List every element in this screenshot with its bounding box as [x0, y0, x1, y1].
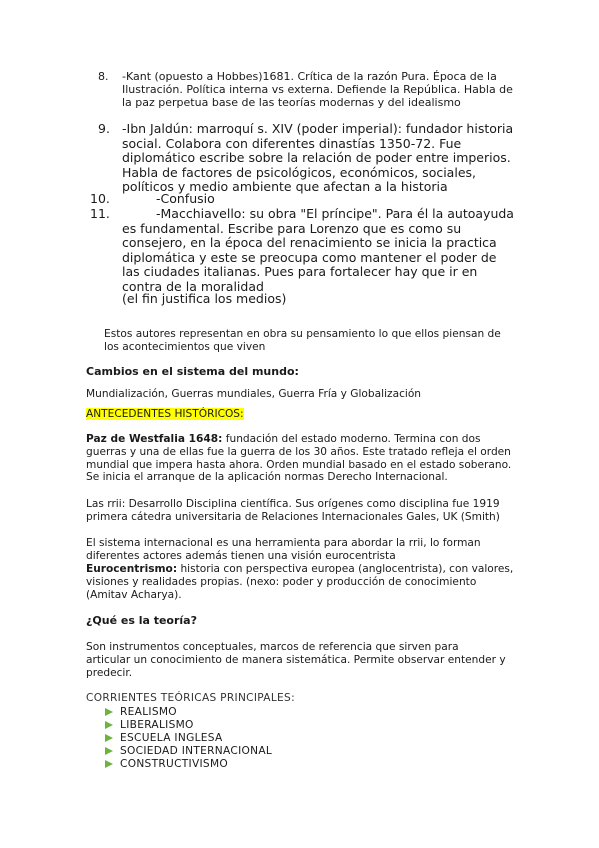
list-text: -Kant (opuesto a Hobbes)1681. Crítica de la razón Pura. Época de la Ilustración. Política interna vs externa. Defiende la República. Habla de la paz perpetua base de las teorías modernas y del idealismo	[122, 70, 513, 109]
list-item: REALISMO	[103, 706, 272, 719]
antecedentes-heading	[86, 408, 244, 421]
list-text: -Confusio	[156, 191, 215, 206]
list-number: 11.	[90, 206, 110, 221]
westfalia-term: Paz de Westfalia 1648:	[86, 433, 223, 445]
list-number: 10.	[90, 191, 110, 206]
list-item	[90, 191, 518, 207]
list-item	[98, 70, 518, 109]
westfalia-paragraph	[86, 433, 516, 484]
triangle-bullet-icon	[105, 760, 113, 768]
triangle-bullet-icon	[105, 734, 113, 742]
teoria-heading: ¿Qué es la teoría?	[86, 614, 197, 627]
list-item	[98, 292, 518, 307]
list-number: 9.	[98, 121, 110, 136]
list-item: ESCUELA INGLESA	[103, 732, 272, 745]
eurocentrismo-text: historia con perspectiva europea (anglocentrista), con valores, visiones y realidades propias. (nexo: poder y producción de conocimiento (Amitav Acharya).	[86, 563, 514, 601]
list-item	[90, 206, 518, 294]
triangle-bullet-icon	[105, 721, 113, 729]
list-item: CONSTRUCTIVISMO	[103, 758, 272, 771]
list-item: SOCIEDAD INTERNACIONAL	[103, 745, 272, 758]
list-number: 8.	[98, 70, 109, 83]
authors-note: Estos autores representan en obra su pensamiento lo que ellos piensan de los acontecimientos que viven	[104, 328, 501, 353]
list-text: -Ibn Jaldún: marroquí s. XIV (poder imperial): fundador historia social. Colabora con diferentes dinastías 1350-72. Fue diplomático escribe sobre la relación de poder entre imperios. Habla de factores de psicológicos, económicos, sociales, políticos y medio ambiente que afectan a la historia	[122, 121, 514, 194]
eurocentrismo-term: Eurocentrismo:	[86, 563, 178, 575]
cambios-heading: Cambios en el sistema del mundo:	[86, 365, 299, 378]
triangle-bullet-icon	[105, 747, 113, 755]
list-item: LIBERALISMO	[103, 719, 272, 732]
highlighted-heading: ANTECEDENTES HISTÓRICOS:	[86, 408, 244, 420]
eurocentrismo-paragraph	[86, 563, 516, 601]
teoria-paragraph: Son instrumentos conceptuales, marcos de referencia que sirven para articular un conocimiento de manera sistemática. Permite observar entender y predecir.	[86, 641, 506, 679]
cambios-text: Mundialización, Guerras mundiales, Guerra Fría y Globalización	[86, 388, 422, 400]
rrii-paragraph: Las rrii: Desarrollo Disciplina científica. Sus orígenes como disciplina fue 1919 primera cátedra universitaria de Relaciones Internacionales Gales, UK (Smith)	[86, 498, 500, 523]
corrientes-list	[103, 706, 272, 771]
corrientes-heading: CORRIENTES TEÓRICAS PRINCIPALES:	[86, 692, 295, 704]
sistema-paragraph: El sistema internacional es una herramienta para abordar la rrii, lo forman diferentes actores además tienen una visión eurocentrista	[86, 537, 481, 562]
westfalia-text: fundación del estado moderno. Termina con dos guerras y una de ellas fue la guerra de los 30 años. Este tratado refleja el orden mundial que impera hasta ahora. Orden mundial basado en el estado soberano. Se inicia el arranque de la aplicación normas Derecho Internacional.	[86, 433, 512, 484]
list-text: -Macchiavello: su obra "El príncipe". Para él la autoayuda es fundamental. Escribe para Lorenzo que es como su consejero, en la época del renacimiento se inicia la practica diplomática y este se preocupa como mantener el poder de las ciudades italianas. Pues para fortalecer hay que ir en contra de la moralidad	[122, 206, 514, 294]
list-item	[98, 122, 518, 195]
triangle-bullet-icon	[105, 708, 113, 716]
list-text: (el fin justifica los medios)	[122, 291, 287, 306]
